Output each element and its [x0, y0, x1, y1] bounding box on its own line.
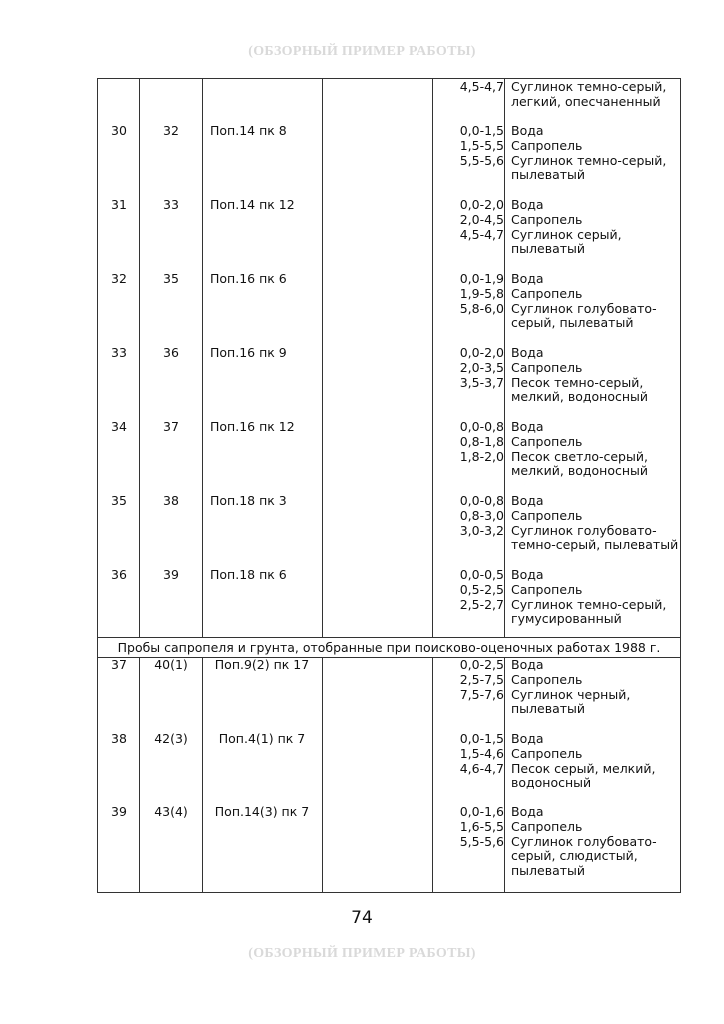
column-divider [139, 658, 140, 893]
description-cell: Вода Сапропель Песок серый, мелкий, водоносный [511, 731, 656, 791]
depth-cell: 0,0-0,8 0,8-3,0 3,0-3,2 [459, 493, 504, 538]
location-cell: Поп.18 пк 6 [210, 567, 287, 582]
row-number: 34 [111, 419, 127, 434]
location-cell: Поп.18 пк 3 [210, 493, 287, 508]
column-divider [202, 79, 203, 637]
row-number: 37 [111, 657, 127, 672]
location-cell: Поп.9(2) пк 17 [214, 657, 310, 672]
depth-cell: 0,0-0,5 0,5-2,5 2,5-2,7 [459, 567, 504, 612]
location-cell: Поп.16 пк 9 [210, 345, 287, 360]
location-cell: Поп.16 пк 12 [210, 419, 295, 434]
description-cell: Вода Сапропель Песок светло-серый, мелкий, водоносный [511, 419, 649, 479]
column-divider [504, 79, 505, 637]
sample-id: 32 [163, 123, 179, 138]
sample-id: 39 [163, 567, 179, 582]
sample-id: 40(1) [154, 657, 188, 672]
location-cell: Поп.14 пк 12 [210, 197, 295, 212]
description-cell: Вода Сапропель Суглинок голубовато- темно-серый, пылеватый [511, 493, 679, 553]
depth-cell: 0,0-2,0 2,0-3,5 3,5-3,7 [459, 345, 504, 390]
watermark-bottom: (ОБЗОРНЫЙ ПРИМЕР РАБОТЫ) [248, 946, 476, 961]
location-cell: Поп.16 пк 6 [210, 271, 287, 286]
depth-cell: 0,0-0,8 0,8-1,8 1,8-2,0 [459, 419, 504, 464]
depth-cell: 0,0-1,5 1,5-4,6 4,6-4,7 [459, 731, 504, 776]
sample-id: 33 [163, 197, 179, 212]
location-cell: Поп.14(3) пк 7 [214, 804, 310, 819]
row-number: 39 [111, 804, 127, 819]
row-number: 33 [111, 345, 127, 360]
sample-id: 38 [163, 493, 179, 508]
sample-id: 42(3) [154, 731, 188, 746]
description-cell: Вода Сапропель Суглинок голубовато- серый, слюдистый, пылеватый [511, 804, 657, 879]
column-divider [202, 658, 203, 893]
description-cell: Вода Сапропель Суглинок серый, пылеватый [511, 197, 622, 257]
location-cell: Поп.4(1) пк 7 [218, 731, 306, 746]
row-number: 35 [111, 493, 127, 508]
depth-cell: 0,0-1,9 1,9-5,8 5,8-6,0 [459, 271, 504, 316]
location-cell: Поп.14 пк 8 [210, 123, 287, 138]
depth-cell: 0,0-2,5 2,5-7,5 7,5-7,6 [459, 657, 504, 702]
description-cell: Вода Сапропель Суглинок темно-серый, пылеватый [511, 123, 667, 183]
row-number: 32 [111, 271, 127, 286]
description-cell: Вода Сапропель Суглинок черный, пылеватый [511, 657, 631, 717]
depth-cell: 0,0-1,5 1,5-5,5 5,5-5,6 [459, 123, 504, 168]
row-number: 38 [111, 731, 127, 746]
description-cell: Вода Сапропель Суглинок темно-серый, гумусированный [511, 567, 667, 627]
samples-table [97, 78, 681, 893]
section-divider [98, 637, 680, 638]
watermark-top: (ОБЗОРНЫЙ ПРИМЕР РАБОТЫ) [248, 44, 476, 59]
description-cell: Вода Сапропель Песок темно-серый, мелкий, водоносный [511, 345, 649, 405]
depth-cell: 4,5-4,7 [459, 79, 504, 94]
depth-cell: 0,0-1,6 1,6-5,5 5,5-5,6 [459, 804, 504, 849]
column-divider [504, 658, 505, 893]
sample-id: 36 [163, 345, 179, 360]
sample-id: 35 [163, 271, 179, 286]
sample-id: 37 [163, 419, 179, 434]
description-cell: Вода Сапропель Суглинок голубовато- серый, пылеватый [511, 271, 657, 331]
section-title: Пробы сапропеля и грунта, отобранные при поисково-оценочных работах 1988 г. [117, 640, 661, 655]
page-number: 74 [351, 908, 373, 928]
description-cell: Суглинок темно-серый, легкий, опесчаненный [511, 79, 667, 109]
column-divider [322, 658, 323, 893]
depth-cell: 0,0-2,0 2,0-4,5 4,5-4,7 [459, 197, 504, 242]
row-number: 31 [111, 197, 127, 212]
row-number: 36 [111, 567, 127, 582]
sample-id: 43(4) [154, 804, 188, 819]
row-number: 30 [111, 123, 127, 138]
